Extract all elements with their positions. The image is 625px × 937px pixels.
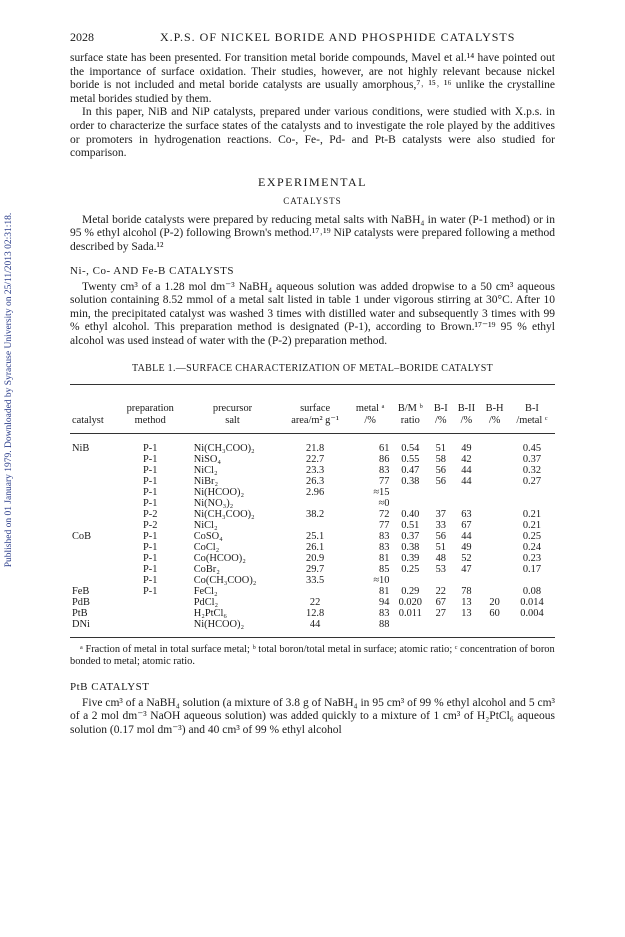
table-cell: 0.011 — [398, 607, 422, 619]
table-cell: ≈15 — [373, 486, 390, 498]
table-cell — [117, 608, 184, 619]
header-cell: /% — [480, 415, 509, 434]
table-row — [70, 575, 555, 586]
table-row — [70, 520, 555, 531]
table-cell: 0.21 — [522, 508, 542, 520]
table-cell — [509, 498, 555, 509]
header-cell: B/M ᵇ — [391, 384, 429, 415]
table-cell — [480, 553, 509, 564]
table-header-row — [70, 415, 555, 434]
table-cell: 61 — [379, 442, 390, 454]
table-cell: DNi — [70, 619, 117, 638]
table-cell — [452, 498, 480, 509]
table-cell: P-2 — [143, 519, 158, 531]
table-row — [70, 509, 555, 520]
table-cell: 26.3 — [306, 475, 325, 487]
table-cell: 2.96 — [306, 486, 325, 498]
table-cell: P-1 — [143, 574, 158, 586]
table-cell: 20 — [489, 596, 500, 608]
subsection-heading-ptb: PtB CATALYST — [70, 680, 150, 693]
table-cell: PdCl₂ — [193, 596, 219, 608]
table-caption: TABLE 1.—SURFACE CHARACTERIZATION OF METAL–BORIDE CATALYST — [131, 362, 494, 374]
table-cell: Co(HCOO)₂ — [193, 552, 246, 564]
table-cell: 0.23 — [522, 552, 542, 564]
table-cell: H₂PtCl₆ — [193, 607, 227, 619]
table-cell — [429, 498, 452, 509]
header-cell: metal ᵃ — [349, 384, 392, 415]
table-cell — [70, 465, 117, 476]
table-cell: CoB — [72, 530, 92, 542]
table-cell: 81 — [379, 585, 390, 597]
table-cell — [509, 619, 555, 638]
table-cell — [480, 465, 509, 476]
table-cell — [480, 520, 509, 531]
section-heading-experimental: EXPERIMENTAL — [257, 174, 368, 189]
table-cell: 0.37 — [401, 530, 420, 542]
table-cell — [70, 509, 117, 520]
table-cell: 13 — [461, 607, 472, 619]
table-cell: 33 — [435, 519, 446, 531]
table-cell: Ni(NO₃)₂ — [193, 497, 234, 509]
table-cell: P-1 — [143, 563, 158, 575]
table-cell: 0.51 — [401, 519, 420, 531]
table-cell: 22 — [309, 596, 321, 608]
table-cell: 38.2 — [306, 508, 325, 520]
header-cell: B-II — [452, 384, 480, 415]
page-content — [70, 30, 555, 737]
table-cell: NiBr₂ — [193, 475, 219, 487]
table-cell — [509, 575, 555, 586]
table-row — [70, 597, 555, 608]
table-cell: 22.7 — [306, 453, 325, 465]
table-cell: 77 — [379, 519, 390, 531]
table-cell: 53 — [435, 563, 446, 575]
table-cell — [391, 487, 429, 498]
table-cell: 51 — [435, 442, 446, 454]
table-cell: 29.7 — [306, 563, 325, 575]
table-cell: P-1 — [143, 475, 158, 487]
table-cell — [70, 542, 117, 553]
table-cell: P-2 — [143, 508, 158, 520]
header-cell: area/m² g⁻¹ — [281, 415, 349, 434]
table-row — [70, 608, 555, 619]
table-cell: Ni(CH₃COO)₂ — [193, 442, 255, 454]
table-cell: FeB — [72, 585, 90, 597]
table-cell: NiSO₄ — [193, 453, 222, 465]
table-cell: CoCl₂ — [193, 541, 220, 553]
table-cell: 33.5 — [306, 574, 325, 586]
table-cell: 51 — [435, 541, 446, 553]
table-cell — [509, 487, 555, 498]
header-cell: preparation — [117, 384, 184, 415]
header-cell: /% — [452, 415, 480, 434]
table-cell: 0.54 — [401, 442, 420, 454]
table-row — [70, 454, 555, 465]
table-cell: 77 — [379, 475, 390, 487]
table-cell: Ni(HCOO)₂ — [184, 619, 282, 638]
header-cell: /metal ᶜ — [509, 415, 555, 434]
table-cell — [391, 575, 429, 586]
table-cell — [117, 619, 184, 638]
table-cell: 58 — [435, 453, 446, 465]
table-cell — [480, 586, 509, 597]
header-cell: method — [117, 415, 184, 434]
table-cell: 83 — [379, 464, 390, 476]
table-cell: 85 — [379, 563, 390, 575]
table-cell: 21.8 — [306, 442, 325, 454]
header-cell: salt — [184, 415, 282, 434]
table-cell: 0.38 — [401, 475, 420, 487]
table-cell: 56 — [435, 464, 446, 476]
table-cell: 56 — [435, 475, 446, 487]
table-cell — [391, 619, 429, 638]
table-cell — [117, 597, 184, 608]
table-cell: 0.45 — [522, 442, 542, 454]
table-cell: 37 — [435, 508, 446, 520]
table-cell — [391, 498, 429, 509]
table-cell: P-1 — [143, 464, 158, 476]
table-cell — [281, 586, 349, 597]
table-cell — [480, 509, 509, 520]
table-cell — [452, 619, 480, 638]
table-row — [70, 531, 555, 542]
table-cell: 49 — [461, 442, 472, 454]
table-cell: 56 — [435, 530, 446, 542]
table-cell: 0.08 — [522, 585, 542, 597]
table-cell — [281, 520, 349, 531]
table-cell — [70, 454, 117, 465]
table-row — [70, 586, 555, 597]
table-cell — [480, 476, 509, 487]
table-cell — [480, 619, 509, 638]
table-cell: 81 — [379, 552, 390, 564]
table-cell: 48 — [435, 552, 446, 564]
table-cell: 63 — [461, 508, 472, 520]
table-cell — [70, 564, 117, 575]
table-cell: 0.38 — [401, 541, 420, 553]
table-cell: 26.1 — [306, 541, 325, 553]
table-cell: 0.29 — [401, 585, 420, 597]
table-cell: Ni(CH₃COO)₂ — [193, 508, 255, 520]
table-cell: 86 — [379, 453, 390, 465]
table-cell: 47 — [461, 563, 472, 575]
table-cell: 0.27 — [522, 475, 542, 487]
table-cell: P-1 — [143, 486, 158, 498]
table-cell — [480, 564, 509, 575]
table-cell: 0.37 — [522, 453, 542, 465]
table-cell: 42 — [461, 453, 472, 465]
table-cell: 88 — [349, 619, 392, 638]
table-cell: CoSO₄ — [193, 530, 223, 542]
page-number: 2028 — [70, 30, 94, 44]
table-cell: P-1 — [143, 497, 158, 509]
table-cell: 44 — [461, 475, 472, 487]
table-cell: 0.004 — [520, 607, 544, 619]
table-cell — [281, 498, 349, 509]
subsection-heading-catalysts: CATALYSTS — [283, 195, 342, 206]
table-cell: 0.24 — [522, 541, 542, 553]
running-header — [70, 30, 555, 46]
header-cell: catalyst — [70, 415, 117, 434]
table-cell: PtB — [72, 607, 88, 619]
table-row — [70, 553, 555, 564]
table-cell — [480, 487, 509, 498]
table-cell: 83 — [379, 530, 390, 542]
download-watermark — [2, 160, 16, 620]
table-cell — [429, 575, 452, 586]
table-cell: 94 — [379, 596, 390, 608]
table-cell: NiCl₂ — [193, 464, 218, 476]
table-cell — [429, 487, 452, 498]
table-cell: 12.8 — [306, 607, 325, 619]
table-cell: 83 — [379, 541, 390, 553]
table-cell: NiB — [72, 442, 90, 454]
table-cell: 67 — [435, 596, 446, 608]
table-cell — [70, 498, 117, 509]
table-cell: 72 — [379, 508, 390, 520]
table-row — [70, 487, 555, 498]
table-cell — [70, 575, 117, 586]
table-cell — [70, 476, 117, 487]
table-cell: 25.1 — [306, 530, 325, 542]
subsection-heading-ni-co-fe: Ni-, Co- AND Fe-B CATALYSTS — [70, 264, 234, 277]
table-cell — [452, 487, 480, 498]
table-cell: 44 — [461, 464, 472, 476]
table-cell — [452, 575, 480, 586]
table-cell: FeCl₂ — [193, 585, 218, 597]
table-body — [70, 433, 555, 637]
table-cell: 27 — [435, 607, 446, 619]
table-cell: PdB — [72, 596, 90, 608]
table-cell: P-1 — [143, 585, 158, 597]
table-row — [70, 542, 555, 553]
table-cell — [480, 531, 509, 542]
header-cell: ratio — [391, 415, 429, 434]
table-cell: 83 — [379, 607, 390, 619]
table-1 — [70, 384, 555, 638]
table-row — [70, 433, 555, 454]
table-cell: P-1 — [143, 541, 158, 553]
header-cell: precursor — [184, 384, 282, 415]
table-cell: P-1 — [143, 442, 158, 454]
table-cell: 0.40 — [401, 508, 420, 520]
table-cell: NiCl₂ — [193, 519, 218, 531]
intro-paragraph-2: In this paper, NiB and NiP catalysts, prepared under various conditions, were studied with X.p.s. in order to characterize the surface states of the catalysts and to investigate the role played by the additives or promoters in hydrogenation reactions. Co-, Fe-, Pd- and Pt-B catalysts were also studied for comparison. — [70, 106, 555, 160]
table-cell: ≈10 — [373, 574, 390, 586]
table-row — [70, 564, 555, 575]
table-cell: 44 — [281, 619, 349, 638]
table-cell: P-1 — [143, 530, 158, 542]
table-row — [70, 619, 555, 638]
table-cell: 0.21 — [522, 519, 542, 531]
header-cell: B-I — [429, 384, 452, 415]
table-cell: Ni(HCOO)₂ — [193, 486, 245, 498]
table-footnote: ᵃ Fraction of metal in total surface metal; ᵇ total boron/total metal in surface; atomic ratio; ᶜ concentration of boron bonded to metal; atomic ratio. — [70, 643, 555, 667]
table-cell: 0.39 — [401, 552, 420, 564]
header-cell: B-I — [509, 384, 555, 415]
table-cell: 0.55 — [401, 453, 420, 465]
table-cell — [480, 433, 509, 454]
header-cell: surface — [281, 384, 349, 415]
header-cell — [70, 384, 117, 415]
table-cell: P-1 — [143, 453, 158, 465]
table-cell: 22 — [435, 585, 446, 597]
table-cell — [480, 575, 509, 586]
table-row — [70, 465, 555, 476]
ni-co-fe-paragraph: Twenty cm³ of a 1.28 mol dm⁻³ NaBH₄ aqueous solution was added dropwise to a 50 cm³ aqueous solution containing 8.52 mmol of a metal salt listed in table 1 under vigorous stirring at 30°C. After 10 min, the precipitated catalyst was washed 3 times with distilled water and subsequently 3 times with 99 % ethyl alcohol. This preparation method is designated (P-1), according to Brown.¹⁷⁻¹⁹ 95 % ethyl alcohol was used instead of water with the (P-2) preparation method. — [70, 280, 555, 347]
header-cell: /% — [429, 415, 452, 434]
table-cell — [480, 542, 509, 553]
table-cell: 13 — [461, 596, 472, 608]
table-cell — [480, 498, 509, 509]
intro-paragraph-1: surface state has been presented. For transition metal boride compounds, Mavel et al.¹⁴ have pointed out the importance of surface oxidation. Their studies, however, are not highly relevant because nickel boride is not included and metal boride catalysts are usually amorphous,⁷˒ ¹⁵˒ ¹⁶ unlike the crystalline metal borides studied by them. — [70, 52, 555, 105]
table-cell: ≈0 — [378, 497, 390, 509]
table-cell: 44 — [461, 530, 472, 542]
header-cell: B-H — [480, 384, 509, 415]
ptb-paragraph: Five cm³ of a NaBH₄ solution (a mixture of 3.8 g of NaBH₄ in 95 cm³ of 99 % ethyl alcohol and 5 cm³ of a 2 mol dm⁻³ NaOH aqueous solution) was added quickly to a mixture of 1 cm³ of H₂PtCl₆ aqueous solution (0.17 mol dm⁻³) and 40 cm³ of 99 % ethyl alcohol — [70, 696, 555, 736]
table-cell: 0.25 — [401, 563, 420, 575]
table-cell: 60 — [489, 607, 500, 619]
table-row — [70, 498, 555, 509]
running-title: X.P.S. OF NICKEL BORIDE AND PHOSPHIDE CATALYSTS — [160, 30, 516, 44]
table-cell: 0.47 — [401, 464, 420, 476]
table-row — [70, 476, 555, 487]
table-cell: Co(CH₃COO)₂ — [193, 574, 257, 586]
table-cell: 0.17 — [522, 563, 542, 575]
header-cell: /% — [349, 415, 392, 434]
table-cell: 49 — [461, 541, 472, 553]
table-cell: P-1 — [143, 552, 158, 564]
table-cell: 0.020 — [398, 596, 422, 608]
table-cell: 0.32 — [522, 464, 542, 476]
watermark-text: Published on 01 January 1979. Downloaded by Syracuse University on 25/11/2013 02:31:18. — [4, 212, 14, 568]
table-header-row — [70, 384, 555, 415]
table-cell: 78 — [461, 585, 472, 597]
table-cell — [70, 487, 117, 498]
table-cell: 52 — [461, 552, 472, 564]
table-cell: 0.25 — [522, 530, 542, 542]
table-cell: 0.014 — [520, 596, 544, 608]
table-cell — [429, 619, 452, 638]
table-cell: 23.3 — [306, 464, 325, 476]
table-cell: CoBr₂ — [193, 563, 220, 575]
table-cell — [70, 520, 117, 531]
catalysts-paragraph: Metal boride catalysts were prepared by reducing metal salts with NaBH₄ in water (P-1 method) or in 95 % ethyl alcohol (P-2) following Brown's method.¹⁷˒¹⁹ NiP catalysts were prepared following a method described by Sada.¹² — [70, 213, 555, 253]
table-cell — [70, 553, 117, 564]
table-cell: 67 — [461, 519, 472, 531]
table-cell: 20.9 — [306, 552, 325, 564]
table-cell — [480, 454, 509, 465]
